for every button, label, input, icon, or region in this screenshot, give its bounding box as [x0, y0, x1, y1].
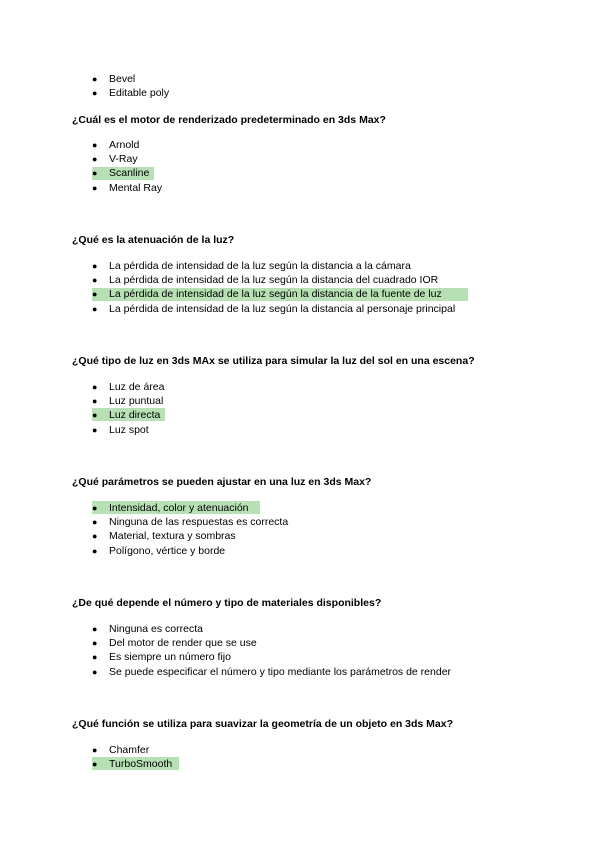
bullet-icon: ●	[92, 759, 98, 770]
bullet-icon: ●	[92, 74, 98, 84]
bullet-icon: ●	[92, 652, 98, 663]
question-heading: ¿Qué función se utiliza para suavizar la geometría de un objeto en 3ds Max?	[72, 718, 454, 730]
question-heading: ¿Qué tipo de luz en 3ds MAx se utiliza para simular la luz del sol en una escena?	[72, 355, 475, 367]
bullet-icon: ●	[92, 503, 98, 513]
bullet-icon: ●	[92, 517, 98, 528]
bullet-icon: ●	[92, 303, 98, 314]
bullet-icon: ●	[92, 182, 98, 193]
bullet-icon: ●	[92, 140, 98, 150]
bullet-icon: ●	[92, 531, 98, 542]
question-heading: ¿Cuál es el motor de renderizado predeterminado en 3ds Max?	[72, 114, 386, 126]
question-heading: ¿Qué es la atenuación de la luz?	[72, 234, 235, 246]
bullet-icon: ●	[92, 410, 98, 421]
bullet-icon: ●	[92, 545, 98, 556]
bullet-icon: ●	[92, 261, 98, 271]
question-heading: ¿De qué depende el número y tipo de materiales disponibles?	[72, 597, 382, 609]
bullet-icon: ●	[92, 638, 98, 649]
bullet-icon: ●	[92, 275, 98, 286]
bullet-icon: ●	[92, 382, 98, 392]
bullet-icon: ●	[92, 624, 98, 634]
bullet-icon: ●	[92, 88, 98, 99]
bullet-icon: ●	[92, 424, 98, 435]
document-page: ● Bevel ● Editable poly ¿Cuál es el motor de renderizado predeterminado en 3ds Max? ● Arnold ● V-Ray ● Scanline ● Mental Ray ¿Qué es la atenuación de la luz? ● La pérdida de intensidad de la luz según la distancia a la cámara ● La pérdida de intensidad de la luz según la distancia del cuadrado IOR ● La pérdida de intensidad de la luz según la distancia de la fuente de luz ● La pérdida de intensidad de la luz según la distancia al personaje principal ¿Qué tipo de luz en 3ds MAx se utiliza para simular la luz del sol en una escena? ● Luz de área ● Luz puntual ● Luz directa ● Luz spot ¿Qué parámetros se pueden ajustar en una luz en 3ds Max? ● Intensidad, color y atenuación ● Ninguna de las respuestas es correcta ● Material, textura y sombras ● Polígono, vértice y borde ¿De qué depende el número y tipo de materiales disponibles? ● Ninguna es correcta ● Del motor de render que se use ● Es siempre un número fijo ● Se puede especificar el número y tipo mediante los parámetros de render ¿Qué función se utiliza para suavizar la geometría de un objeto en 3ds Max? ● Chamfer ● TurboSmooth	[0, 0, 600, 848]
bullet-icon: ●	[92, 666, 98, 677]
bullet-icon: ●	[92, 396, 98, 407]
question-heading: ¿Qué parámetros se pueden ajustar en una luz en 3ds Max?	[72, 476, 372, 488]
bullet-icon: ●	[92, 745, 98, 755]
bullet-icon: ●	[92, 168, 98, 179]
bullet-icon: ●	[92, 289, 98, 300]
bullet-icon: ●	[92, 154, 98, 165]
